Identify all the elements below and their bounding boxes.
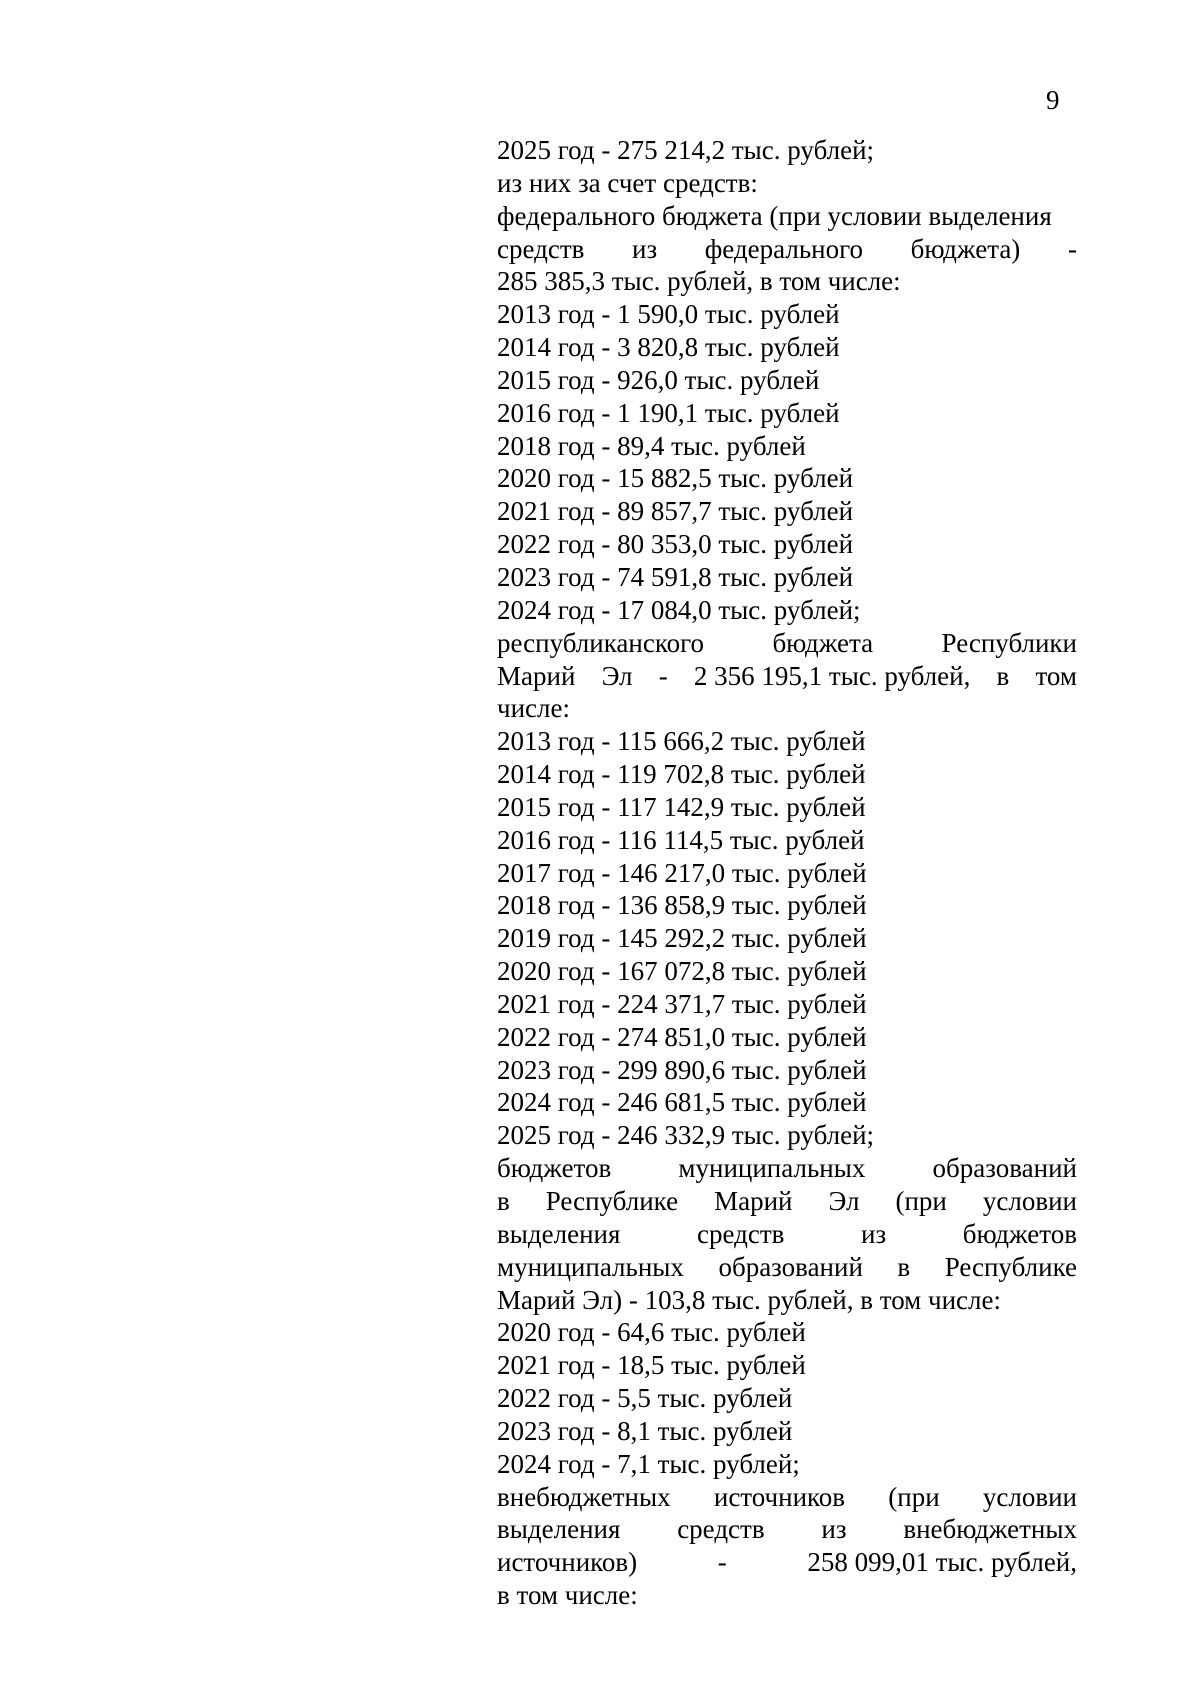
text-line: 2024 год - 17 084,0 тыс. рублей; bbox=[497, 594, 861, 625]
text-line: 2014 год - 3 820,8 тыс. рублей bbox=[497, 332, 840, 363]
word: выделения bbox=[497, 1514, 621, 1545]
word: Эл bbox=[601, 660, 633, 691]
word: условии bbox=[982, 1481, 1077, 1512]
text-line: 2021 год - 89 857,7 тыс. рублей bbox=[497, 496, 854, 527]
text-line: 2024 год - 246 681,5 тыс. рублей bbox=[497, 1087, 867, 1118]
text-line: 2016 год - 116 114,5 тыс. рублей bbox=[497, 824, 865, 855]
word: бюджета bbox=[772, 627, 874, 658]
text-line-justified bbox=[497, 1251, 1077, 1284]
word: республиканского bbox=[497, 627, 704, 658]
word: средств bbox=[697, 1218, 785, 1249]
word: муниципальных bbox=[497, 1251, 684, 1282]
text-line: 2025 год - 275 214,2 тыс. рублей; bbox=[497, 135, 875, 165]
text-line: 2023 год - 8,1 тыс. рублей bbox=[497, 1415, 793, 1446]
text-line: 2023 год - 299 890,6 тыс. рублей bbox=[497, 1054, 867, 1085]
text-line-justified bbox=[497, 1546, 1077, 1579]
text-line: 2022 год - 5,5 тыс. рублей bbox=[497, 1383, 793, 1414]
text-line: 2013 год - 1 590,0 тыс. рублей bbox=[497, 299, 840, 330]
text-line: 2020 год - 167 072,8 тыс. рублей bbox=[497, 956, 867, 987]
text-line: 2020 год - 15 882,5 тыс. рублей bbox=[497, 463, 854, 494]
word: в bbox=[996, 660, 1010, 691]
text-line-justified bbox=[497, 660, 1077, 693]
text-line: 2013 год - 115 666,2 тыс. рублей bbox=[497, 726, 866, 757]
word: из bbox=[821, 1514, 847, 1545]
text-line-justified bbox=[497, 1185, 1077, 1218]
word: 2 356 195,1 тыс. рублей, bbox=[693, 660, 971, 691]
text-line: 2024 год - 7,1 тыс. рублей; bbox=[497, 1448, 800, 1479]
text-line: 2021 год - 224 371,7 тыс. рублей bbox=[497, 988, 867, 1019]
text-line: 2022 год - 274 851,0 тыс. рублей bbox=[497, 1021, 867, 1052]
text-line: 2021 год - 18,5 тыс. рублей bbox=[497, 1350, 806, 1381]
word: бюджетов bbox=[497, 1153, 612, 1184]
word: образований bbox=[932, 1153, 1077, 1184]
text-line: 2018 год - 136 858,9 тыс. рублей bbox=[497, 890, 867, 921]
text-line: 2017 год - 146 217,0 тыс. рублей bbox=[497, 857, 867, 888]
word: внебюджетных bbox=[903, 1514, 1077, 1545]
document-body bbox=[497, 134, 1077, 1612]
text-line-justified bbox=[497, 1152, 1077, 1185]
word: - bbox=[1067, 233, 1077, 264]
text-line: 2015 год - 117 142,9 тыс. рублей bbox=[497, 791, 866, 822]
word: Марий bbox=[714, 1186, 793, 1216]
word: (при bbox=[888, 1481, 940, 1512]
word: в bbox=[897, 1251, 911, 1282]
text-line: в том числе: bbox=[497, 1580, 638, 1611]
text-line: 285 385,3 тыс. рублей, в том числе: bbox=[497, 266, 901, 297]
word: бюджетов bbox=[962, 1218, 1077, 1249]
word: (при bbox=[895, 1186, 947, 1216]
word: бюджета) bbox=[910, 233, 1021, 264]
word: источников) bbox=[497, 1547, 638, 1578]
word: из bbox=[861, 1218, 887, 1249]
word: средств bbox=[497, 233, 585, 264]
word: средств bbox=[677, 1514, 765, 1545]
word: Республике bbox=[944, 1251, 1077, 1282]
word: Республике bbox=[545, 1186, 679, 1216]
text-line-justified bbox=[497, 1481, 1077, 1514]
text-line: федерального бюджета (при условии выделения bbox=[497, 200, 1052, 231]
word: Марий bbox=[497, 660, 576, 691]
word: образований bbox=[718, 1251, 863, 1282]
word: источников bbox=[713, 1481, 846, 1512]
text-line-justified bbox=[497, 233, 1077, 266]
word: условии bbox=[982, 1186, 1077, 1216]
text-line: числе: bbox=[497, 693, 570, 724]
text-line-justified bbox=[497, 627, 1077, 660]
word: выделения bbox=[497, 1218, 621, 1249]
word: муниципальных bbox=[678, 1153, 866, 1184]
page-number: 9 bbox=[1046, 85, 1060, 115]
text-line: 2014 год - 119 702,8 тыс. рублей bbox=[497, 759, 866, 790]
word: в bbox=[497, 1186, 510, 1216]
text-line: 2022 год - 80 353,0 тыс. рублей bbox=[497, 529, 854, 560]
word: 258 099,01 тыс. рублей, bbox=[807, 1547, 1077, 1578]
text-line: 2019 год - 145 292,2 тыс. рублей bbox=[497, 923, 867, 954]
text-line-justified bbox=[497, 1513, 1077, 1546]
word: внебюджетных bbox=[497, 1481, 671, 1512]
word: Эл bbox=[828, 1186, 860, 1216]
text-line: 2025 год - 246 332,9 тыс. рублей; bbox=[497, 1120, 875, 1151]
text-line: Марий Эл) - 103,8 тыс. рублей, в том числе: bbox=[497, 1284, 1001, 1315]
text-line-justified bbox=[497, 1218, 1077, 1251]
word: Республики bbox=[941, 627, 1077, 658]
text-line: из них за счет средств: bbox=[497, 167, 758, 198]
text-line: 2016 год - 1 190,1 тыс. рублей bbox=[497, 397, 840, 428]
text-line: 2020 год - 64,6 тыс. рублей bbox=[497, 1317, 806, 1348]
text-line: 2018 год - 89,4 тыс. рублей bbox=[497, 430, 806, 461]
text-line: 2023 год - 74 591,8 тыс. рублей bbox=[497, 561, 854, 592]
text-line: 2015 год - 926,0 тыс. рублей bbox=[497, 364, 820, 395]
word: - bbox=[717, 1547, 727, 1578]
word: - bbox=[658, 660, 668, 691]
word: том bbox=[1035, 660, 1077, 691]
word: федерального bbox=[704, 233, 863, 264]
word: из bbox=[632, 233, 658, 264]
